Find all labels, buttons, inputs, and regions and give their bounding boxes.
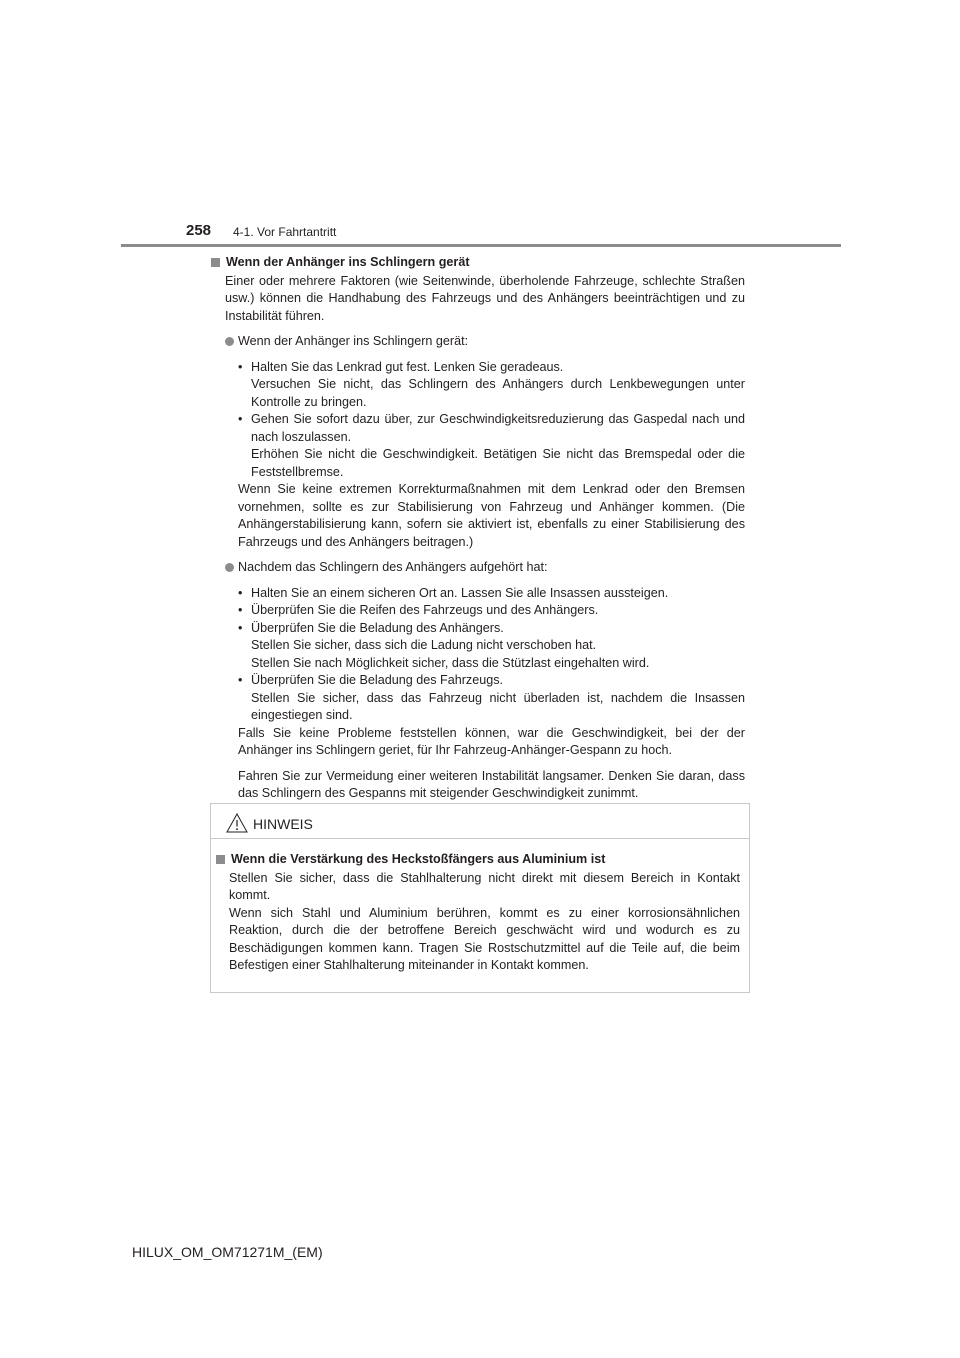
header-rule (121, 244, 841, 247)
list-item-detail: Stellen Sie nach Möglichkeit sicher, dass die Stützlast eingehalten wird. (251, 655, 650, 670)
notice-paragraph: Stellen Sie sicher, dass die Stahlhalterung nicht direkt mit diesem Bereich in Kontakt kommt. (229, 870, 740, 902)
list-item (238, 411, 745, 481)
list-item-text: Gehen Sie sofort dazu über, zur Geschwindigkeitsreduzierung das Gaspedal nach und nach loszulassen. (251, 412, 745, 444)
point-2-note: Falls Sie keine Probleme feststellen können, war die Geschwindigkeit, bei der der Anhänger ins Schlingern geriet, für Ihr Fahrzeug-Anhänger-Gespann zu hoch. (238, 725, 745, 757)
dot-bullet-icon: • (238, 620, 243, 635)
circle-bullet-icon (225, 337, 234, 346)
square-bullet-icon (211, 258, 220, 267)
dot-bullet-icon: • (238, 359, 243, 374)
list-item-detail: Stellen Sie sicher, dass sich die Ladung nicht verschoben hat. (251, 638, 597, 652)
section-title: 4-1. Vor Fahrtantritt (233, 225, 337, 239)
list-item-text: Überprüfen Sie die Beladung des Fahrzeugs. (251, 673, 504, 687)
notice-heading-text: Wenn die Verstärkung des Heckstoßfängers aus Aluminium ist (231, 852, 606, 866)
list-item (238, 359, 745, 412)
point-1-label: Wenn der Anhänger ins Schlingern gerät: (238, 334, 469, 348)
point-1-note: Wenn Sie keine extremen Korrekturmaßnahmen mit dem Lenkrad oder den Bremsen vornehmen, sollte es zur Stabilisierung von Fahrzeug und Anhänger kommen. (Die Anhängerstabilisierung kann, sofern sie aktiviert ist, ebenfalls zu einer Stabilisierung des Fahrzeugs und des Anhängers beitragen.) (238, 482, 745, 549)
heading-text: Wenn der Anhänger ins Schlingern gerät (226, 255, 470, 269)
list-item-text: Halten Sie das Lenkrad gut fest. Lenken Sie geradeaus. (251, 359, 564, 374)
list-item (238, 602, 745, 620)
list-item-text: Halten Sie an einem sicheren Ort an. Lassen Sie alle Insassen aussteigen. (251, 585, 669, 600)
point-2-list (238, 585, 745, 725)
dot-bullet-icon: • (238, 412, 243, 426)
point-2-label: Nachdem das Schlingern des Anhängers aufgehört hat: (238, 560, 548, 574)
list-item-detail: Versuchen Sie nicht, das Schlingern des Anhängers durch Lenkbewegungen unter Kontrolle zu bringen. (251, 377, 745, 409)
list-item-text: Überprüfen Sie die Reifen des Fahrzeugs und des Anhängers. (251, 603, 599, 617)
dot-bullet-icon: • (238, 603, 243, 617)
dot-bullet-icon: • (238, 673, 243, 687)
notice-heading (215, 851, 740, 869)
dot-bullet-icon: • (238, 585, 243, 600)
page-header (0, 0, 960, 250)
section-heading (210, 254, 745, 272)
list-item (238, 620, 745, 673)
intro-paragraph: Einer oder mehrere Faktoren (wie Seitenwinde, überholende Fahrzeuge, schlechte Straßen usw.) können die Handhabung des Fahrzeugs und des Anhängers beeinträchtigen und zu Instabilität führen. (225, 273, 745, 323)
list-item-text: Überprüfen Sie die Beladung des Anhängers. (251, 620, 504, 635)
notice-box (210, 803, 750, 993)
list-item-detail: Erhöhen Sie nicht die Geschwindigkeit. Betätigen Sie nicht das Bremspedal oder die Feststellbremse. (251, 447, 745, 479)
notice-paragraph: Wenn sich Stahl und Aluminium berühren, kommt es zu einer korrosionsähnlichen Reaktion, durch die der betroffene Bereich geschwächt wird und wodurch es zu Beschädigungen kommen kann. Tragen Sie Rostschutzmittel auf die Teile auf, die beim Befestigen einer Stahlhalterung miteinander in Kontakt kommen. (229, 905, 740, 972)
list-item (238, 585, 745, 603)
circle-bullet-icon (225, 563, 234, 572)
page-number: 258 (186, 222, 212, 239)
document-code: HILUX_OM_OM71271M_(EM) (132, 1244, 323, 1260)
point-2-advice: Fahren Sie zur Vermeidung einer weiteren Instabilität langsamer. Denken Sie daran, dass das Schlingern des Gespanns mit steigender Geschwindigkeit zunimmt. (238, 768, 745, 800)
notice-body (215, 851, 740, 975)
square-bullet-icon (216, 855, 225, 864)
notice-title: HINWEIS (253, 816, 313, 832)
list-item (238, 672, 745, 725)
warning-triangle-icon (226, 813, 248, 833)
point-1 (225, 333, 745, 351)
point-1-list (238, 359, 745, 482)
notice-header (211, 804, 749, 839)
point-2 (225, 559, 745, 577)
main-content (210, 254, 745, 803)
list-item-detail: Stellen Sie sicher, dass das Fahrzeug nicht überladen ist, nachdem die Insassen eingestiegen sind. (251, 690, 745, 722)
